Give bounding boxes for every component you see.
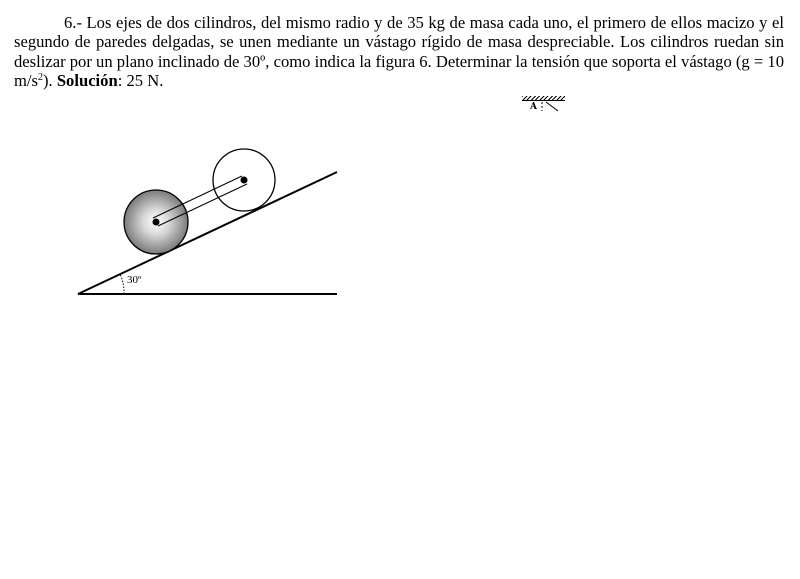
support-mark [522,96,566,114]
problem-statement [14,13,784,91]
solid-cylinder-axle [153,219,160,226]
figure-6 [60,145,350,305]
point-label: A [530,102,537,112]
exponent: 2 [37,72,43,84]
hollow-cylinder-axle [241,177,248,184]
incline-line [78,172,337,294]
angle-label: 30º [127,274,142,286]
solution-label: Solución [56,71,118,91]
solution-value: : 25 N. [117,71,164,91]
dashed-rope-icon [540,101,564,113]
problem-number: 6.- [64,13,82,32]
problem-text: Los ejes de dos cilindros, del mismo radio y de 35 kg de masa cada uno, el primero de ellos macizo y el segundo de paredes delgadas, se unen mediante un vástago rígido de masa despreciable. Los cilindros ruedan sin deslizar por un plano inclinado de 30º, como indica la figura 6. Determinar la tensión que soporta el vástago (g = 10 m/s [14,13,784,91]
angle-arc [120,274,124,294]
inclined-plane-diagram [60,145,350,305]
problem-text-end: ). [42,71,53,91]
